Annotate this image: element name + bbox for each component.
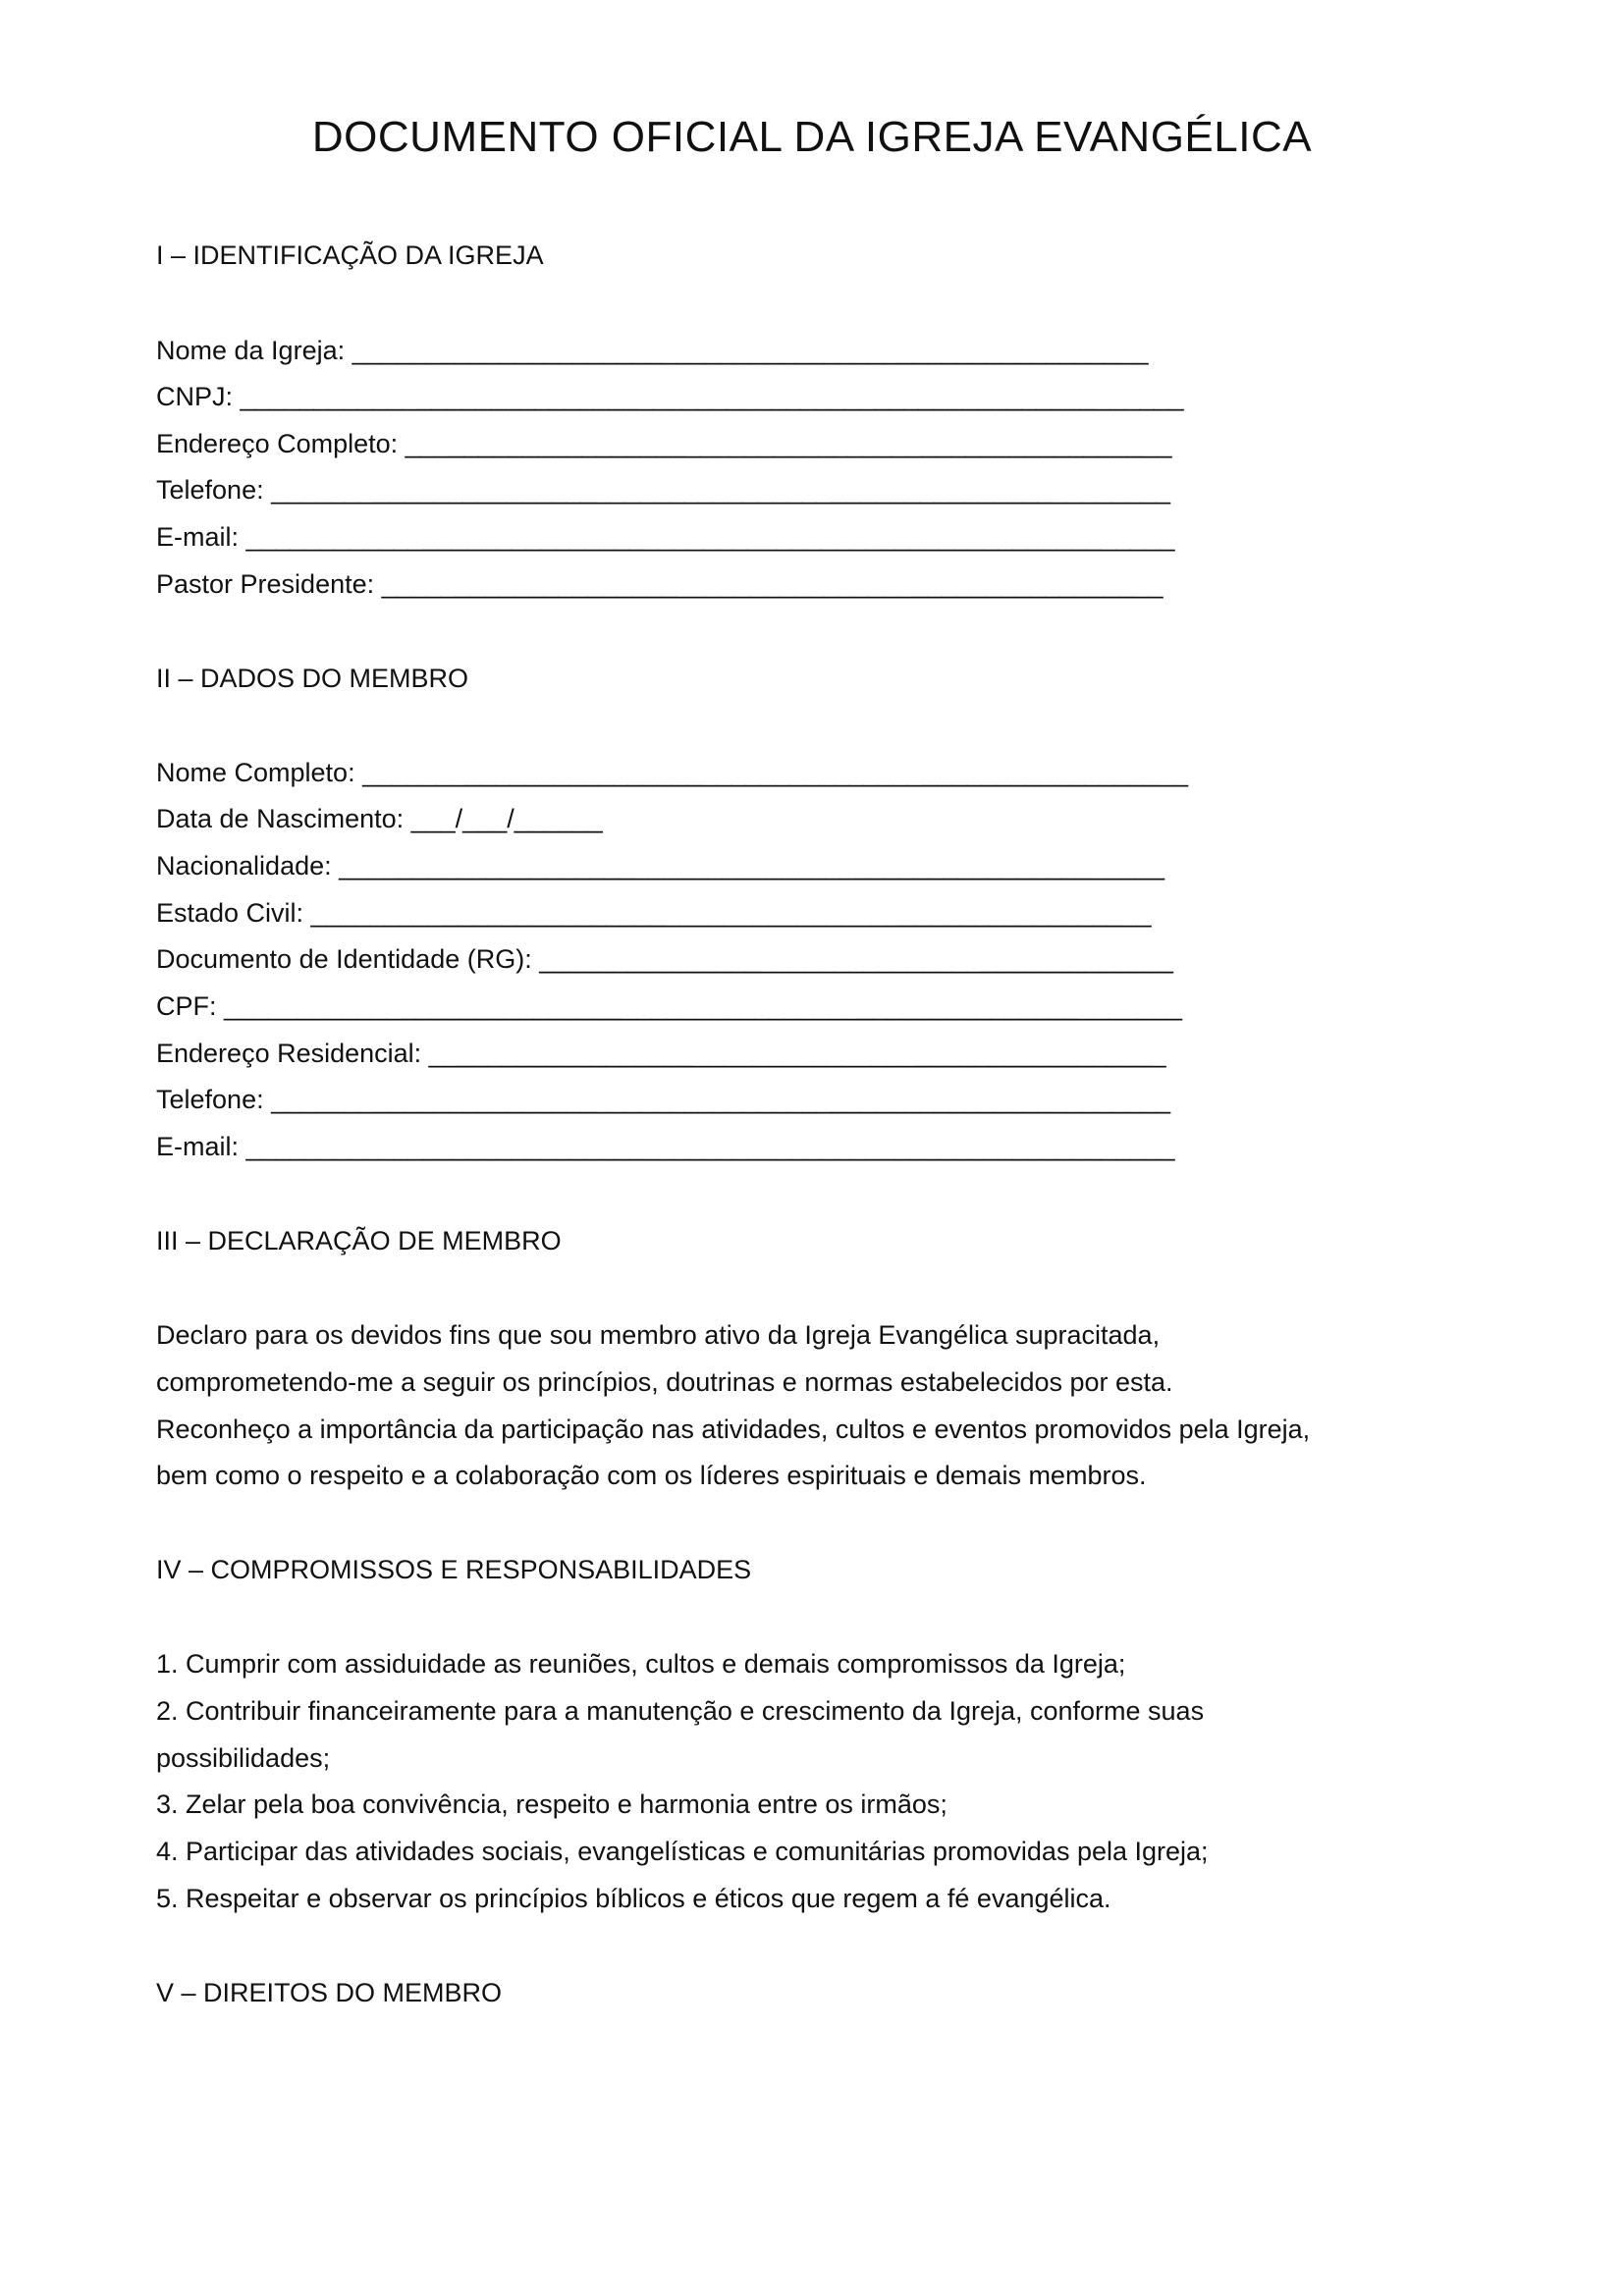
section-1-heading: I – IDENTIFICAÇÃO DA IGREJA [156,240,544,270]
commitment-item: 3. Zelar pela boa convivência, respeito e harmonia entre os irmãos; [156,1789,947,1819]
section-3-heading: III – DECLARAÇÃO DE MEMBRO [156,1226,562,1255]
field-pastor-president: Pastor Presidente: _____________________________________________________ [156,569,1164,599]
field-rg: Documento de Identidade (RG): ___________________________________________ [156,944,1173,974]
document-title: DOCUMENTO OFICIAL DA IGREJA EVANGÉLICA [311,113,1313,161]
field-church-name: Nome da Igreja: ______________________________________________________ [156,336,1149,365]
commitment-item: 1. Cumprir com assiduidade as reuniões, cultos e demais compromissos da Igreja; [156,1649,1126,1679]
field-home-address: Endereço Residencial: __________________________________________________ [156,1039,1166,1068]
section-4-heading: IV – COMPROMISSOS E RESPONSABILIDADES [156,1555,752,1584]
declaration-line: bem como o respeito e a colaboração com os líderes espirituais e demais membros. [156,1461,1147,1490]
field-church-phone: Telefone: _____________________________________________________________ [156,475,1171,505]
field-member-full-name: Nome Completo: ________________________________________________________ [156,758,1188,787]
commitment-item-continuation: possibilidades; [156,1743,331,1773]
field-cpf: CPF: _________________________________________________________________ [156,991,1183,1021]
field-marital-status: Estado Civil: _________________________________________________________ [156,898,1152,928]
field-nationality: Nacionalidade: ________________________________________________________ [156,851,1165,881]
field-birth-date: Data de Nascimento: ___/___/______ [156,804,603,833]
commitment-item: 2. Contribuir financeiramente para a manutenção e crescimento da Igreja, conforme suas [156,1696,1205,1726]
commitment-item: 5. Respeitar e observar os princípios bíblicos e éticos que regem a fé evangélica. [156,1884,1111,1913]
declaration-line: comprometendo-me a seguir os princípios, doutrinas e normas estabelecidos por esta. [156,1367,1173,1397]
declaration-line: Reconheço a importância da participação nas atividades, cultos e eventos promovidos pela Igreja, [156,1415,1311,1444]
field-church-email: E-mail: _______________________________________________________________ [156,522,1175,552]
section-2-heading: II – DADOS DO MEMBRO [156,664,469,693]
field-member-phone: Telefone: _____________________________________________________________ [156,1085,1171,1114]
commitment-item: 4. Participar das atividades sociais, evangelísticas e comunitárias promovidas pela Igreja; [156,1837,1209,1866]
field-member-email: E-mail: _______________________________________________________________ [156,1132,1175,1161]
declaration-line: Declaro para os devidos fins que sou membro ativo da Igreja Evangélica supracitada, [156,1320,1161,1350]
section-5-heading: V – DIREITOS DO MEMBRO [156,1978,503,2007]
field-full-address: Endereço Completo: ____________________________________________________ [156,429,1172,458]
field-cnpj: CNPJ: ________________________________________________________________ [156,382,1184,411]
